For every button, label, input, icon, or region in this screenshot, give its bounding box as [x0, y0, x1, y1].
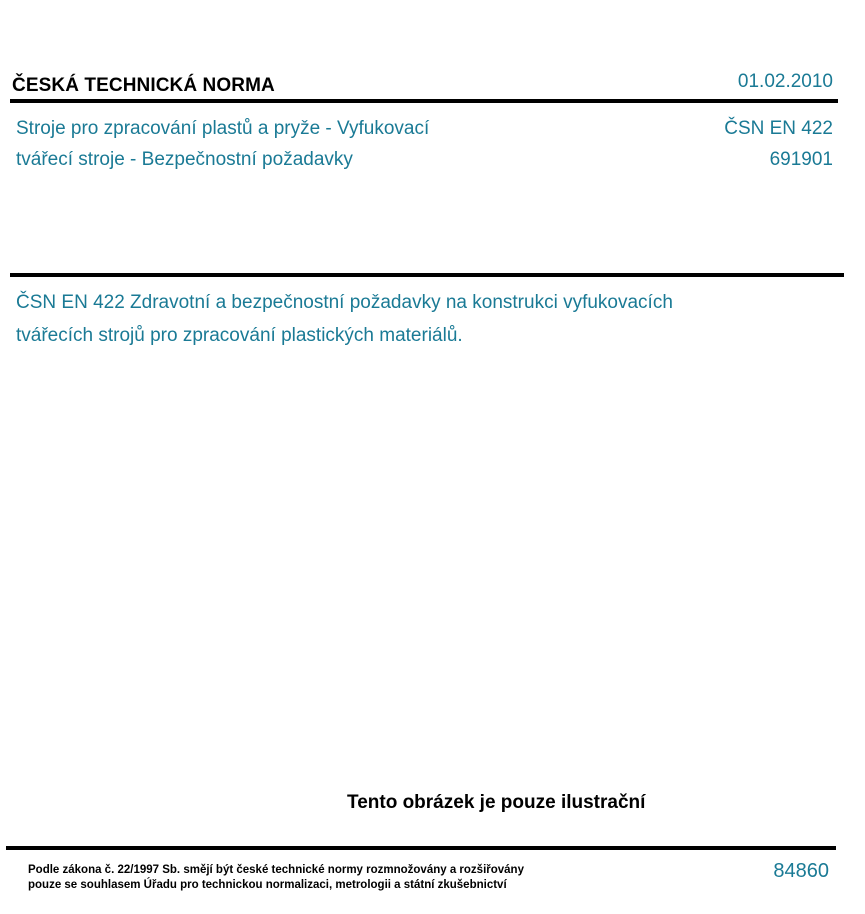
- standard-description: [16, 286, 816, 352]
- standard-title-line-2: tvářecí stroje - Bezpečnostní požadavky: [16, 149, 353, 170]
- section-divider: [10, 273, 844, 277]
- classification-number: 691901: [769, 149, 833, 170]
- legal-notice-line-1: Podle zákona č. 22/1997 Sb. smějí být české technické normy rozmnožovány a rozšiřovány: [28, 864, 524, 876]
- document-header-title: ČESKÁ TECHNICKÁ NORMA: [12, 75, 275, 96]
- footer-divider: [6, 846, 836, 850]
- description-line-2: tvářecích strojů pro zpracování plastických materiálů.: [16, 325, 463, 346]
- legal-notice: [28, 863, 524, 893]
- illustration-note: Tento obrázek je pouze ilustrační: [347, 792, 646, 813]
- legal-notice-line-2: pouze se souhlasem Úřadu pro technickou normalizaci, metrologii a státní zkušebnictví: [28, 879, 507, 891]
- standard-title-line-1: Stroje pro zpracování plastů a pryže - Vyfukovací: [16, 118, 430, 139]
- publication-date: 01.02.2010: [737, 71, 833, 92]
- catalog-number: 84860: [773, 860, 829, 882]
- header-divider: [10, 99, 838, 103]
- description-line-1: ČSN EN 422 Zdravotní a bezpečnostní požadavky na konstrukci vyfukovacích: [16, 292, 673, 313]
- standard-code: ČSN EN 422: [724, 118, 833, 139]
